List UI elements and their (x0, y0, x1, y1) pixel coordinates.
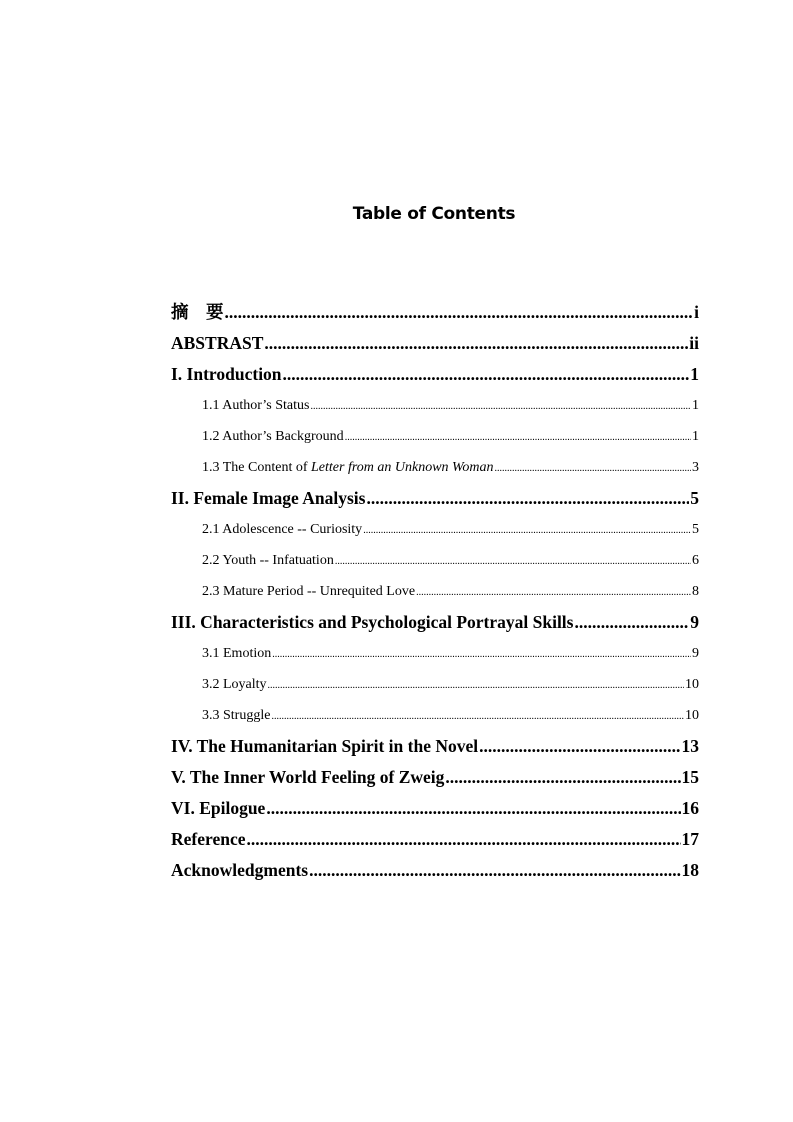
dot-leader (574, 607, 689, 638)
toc-entry-label: V. The Inner World Feeling of Zweig (171, 767, 445, 787)
toc-entry-page: 3 (692, 460, 699, 475)
toc-entry-label: 1.1 Author’s Status (202, 398, 310, 413)
dot-leader (310, 390, 691, 421)
toc-entry-page: 6 (692, 553, 699, 568)
dot-leader (225, 297, 694, 328)
toc-entry-emotion[interactable] (171, 638, 699, 669)
toc-entry-abstract[interactable] (171, 328, 699, 359)
toc-entry-reference[interactable] (171, 824, 699, 855)
toc-entry-loyalty[interactable] (171, 669, 699, 700)
dot-leader (479, 731, 680, 762)
toc-entry-page: 18 (681, 860, 699, 880)
dot-leader (495, 452, 691, 483)
toc-entry-page: 13 (681, 736, 699, 756)
dot-leader (416, 576, 691, 607)
book-title: Letter from an Unknown Woman (311, 460, 494, 475)
toc-entry-page: 16 (681, 798, 699, 818)
toc-entry-inner-world[interactable] (171, 762, 699, 793)
dot-leader (363, 514, 691, 545)
dot-leader (268, 669, 684, 700)
toc-entry-label: Acknowledgments (171, 860, 309, 880)
table-of-contents (171, 297, 699, 886)
toc-entry-female-image-analysis[interactable] (171, 483, 699, 514)
toc-entry-page: 5 (690, 488, 699, 508)
toc-entry-introduction[interactable] (171, 359, 699, 390)
toc-entry-page: ii (689, 333, 699, 353)
dot-leader (345, 421, 691, 452)
toc-entry-label: 3.3 Struggle (202, 708, 271, 723)
toc-entry-mature-period[interactable] (171, 576, 699, 607)
toc-entry-page: 1 (692, 398, 699, 413)
toc-entry-page: 5 (692, 522, 699, 537)
toc-entry-humanitarian-spirit[interactable] (171, 731, 699, 762)
toc-entry-page: 17 (681, 829, 699, 849)
dot-leader (271, 700, 684, 731)
toc-entry-label-prefix: 1.3 The Content of (202, 460, 312, 475)
dot-leader (309, 855, 680, 886)
toc-entry-page: 9 (690, 612, 699, 632)
dot-leader (272, 638, 691, 669)
toc-entry-label: III. Characteristics and Psychological Portrayal Skills (171, 612, 574, 632)
toc-entry-label: 2.1 Adolescence -- Curiosity (202, 522, 363, 537)
toc-entry-page: 9 (692, 646, 699, 661)
dot-leader (445, 762, 680, 793)
toc-entry-label: 2.2 Youth -- Infatuation (202, 553, 334, 568)
toc-entry-page: 8 (692, 584, 699, 599)
toc-entry-content-of-letter[interactable] (171, 452, 699, 483)
toc-entry-authors-background[interactable] (171, 421, 699, 452)
toc-entry-adolescence[interactable] (171, 514, 699, 545)
toc-entry-label (202, 452, 494, 483)
toc-entry-label: II. Female Image Analysis (171, 488, 366, 508)
toc-entry-authors-status[interactable] (171, 390, 699, 421)
toc-entry-label: ABSTRAST (171, 333, 264, 353)
toc-entry-youth[interactable] (171, 545, 699, 576)
toc-entry-page: 10 (685, 677, 699, 692)
toc-entry-label: 3.2 Loyalty (202, 677, 267, 692)
dot-leader (266, 793, 680, 824)
toc-entry-page: 1 (690, 364, 699, 384)
dot-leader (366, 483, 689, 514)
toc-entry-label: Reference (171, 829, 246, 849)
toc-entry-acknowledgments[interactable] (171, 855, 699, 886)
toc-entry-label: IV. The Humanitarian Spirit in the Novel (171, 736, 479, 756)
toc-entry-page: i (694, 302, 699, 322)
toc-entry-label: 3.1 Emotion (202, 646, 272, 661)
toc-entry-page: 10 (685, 708, 699, 723)
toc-entry-label: VI. Epilogue (171, 798, 266, 818)
toc-entry-epilogue[interactable] (171, 793, 699, 824)
dot-leader (247, 824, 681, 855)
toc-entry-label: 1.2 Author’s Background (202, 429, 344, 444)
toc-entry-characteristics[interactable] (171, 607, 699, 638)
dot-leader (283, 359, 690, 390)
toc-entry-label: 2.3 Mature Period -- Unrequited Love (202, 584, 416, 599)
dot-leader (335, 545, 691, 576)
page-title: Table of Contents (352, 204, 516, 224)
toc-entry-page: 1 (692, 429, 699, 444)
toc-entry-label: I. Introduction (171, 364, 282, 384)
toc-entry-struggle[interactable] (171, 700, 699, 731)
toc-entry-page: 15 (681, 767, 699, 787)
dot-leader (264, 328, 688, 359)
toc-entry-label: 摘 要 (171, 302, 224, 322)
toc-entry-abstract-chinese[interactable] (171, 297, 699, 328)
